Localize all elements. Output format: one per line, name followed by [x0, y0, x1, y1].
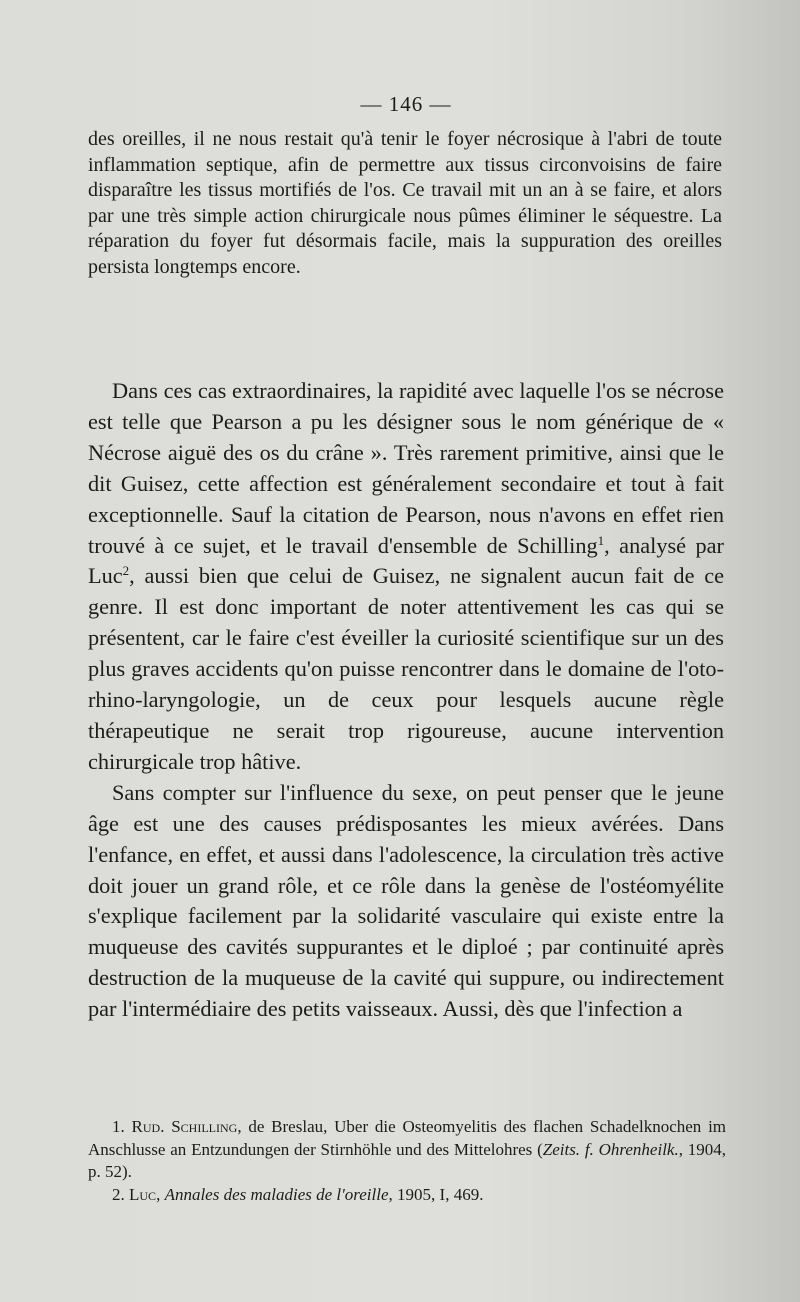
footnote-1-end: , 1904, p. 52).	[88, 1139, 727, 1181]
paragraph-necrosis-part-3: , aussi bien que celui de Guisez, ne signalent aucun fait de ce genre. Il est donc important de noter attentivement les cas qui se présentent, car le faire c'est éveiller la curiosité scientifique sur un des plus graves accidents qu'on puisse rencontrer dans le domaine de l'oto-rhino-laryngologie, un de ceux pour lesquels aucune règle thérapeutique ne serait trop rigoureuse, aucune intervention chirurgicale trop hâtive.	[88, 563, 724, 774]
paragraph-necrosis	[88, 376, 724, 778]
footnote-1-marker: 1.	[112, 1117, 125, 1136]
paragraph-necrosis-part-1: Dans ces cas extraordinaires, la rapidité avec laquelle l'os se nécrose est telle que Pearson a pu les désigner sous le nom générique de « Nécrose aiguë des os du crâne ». Très rarement primitive, ainsi que le dit Guisez, cette affection est généralement secondaire et tout à fait exceptionnelle. Sauf la citation de Pearson, nous n'avons en effet rien trouvé à ce sujet, et le travail d'ensemble de Schilling	[88, 378, 724, 558]
footnote-2-author: Luc	[129, 1184, 157, 1204]
footnotes	[88, 1116, 726, 1206]
footnote-1	[88, 1116, 726, 1184]
footnote-1-journal: Zeits. f. Ohrenheilk.	[542, 1139, 679, 1159]
footnote-2-text: ,	[156, 1184, 165, 1204]
paragraph-necrosis-part-2: , analysé par Luc	[88, 532, 724, 589]
footnote-2	[88, 1184, 726, 1207]
footnote-ref-2: 2	[122, 563, 130, 579]
footnote-2-end: , 1905, I, 469.	[388, 1184, 484, 1204]
page-number: — 146 —	[360, 92, 452, 116]
continued-paragraph: des oreilles, il ne nous restait qu'à tenir le foyer nécrosique à l'abri de toute inflammation septique, afin de permettre aux tissus circonvoisins de faire disparaître les tissus mortifiés de l'os. Ce travail mit un an à se faire, et alors par une très simple action chirurgicale nous pûmes éliminer le séquestre. La réparation du foyer fut désormais facile, mais la suppuration des oreilles persista longtemps encore.	[88, 128, 722, 278]
footnote-ref-1: 1	[597, 532, 605, 548]
footnote-1-author: Rud. Schilling	[131, 1117, 238, 1136]
footnote-1-text: , de Breslau, Uber die Osteomyelitis des flachen Schadelknochen im Anschlusse an Entzundungen der Stirnhöhle und des Mittelohres (	[88, 1117, 727, 1159]
footnote-2-marker: 2.	[112, 1184, 125, 1204]
footnote-2-journal: Annales des maladies de l'oreille	[164, 1184, 389, 1204]
paragraph-age: Sans compter sur l'influence du sexe, on peut penser que le jeune âge est une des causes prédisposantes les mieux avérées. Dans l'enfance, en effet, et aussi dans l'adolescence, la circulation très active doit jouer un grand rôle, et ce rôle dans la genèse de l'ostéomyélite s'explique facilement par la solidarité vasculaire qui existe entre la muqueuse des cavités suppurantes et le diploé ; par continuité après destruction de la muqueuse de la cavité qui suppure, ou indirectement par l'intermédiaire des petits vaisseaux. Aussi, dès que l'infection a	[88, 779, 724, 1022]
main-text	[88, 376, 724, 1025]
